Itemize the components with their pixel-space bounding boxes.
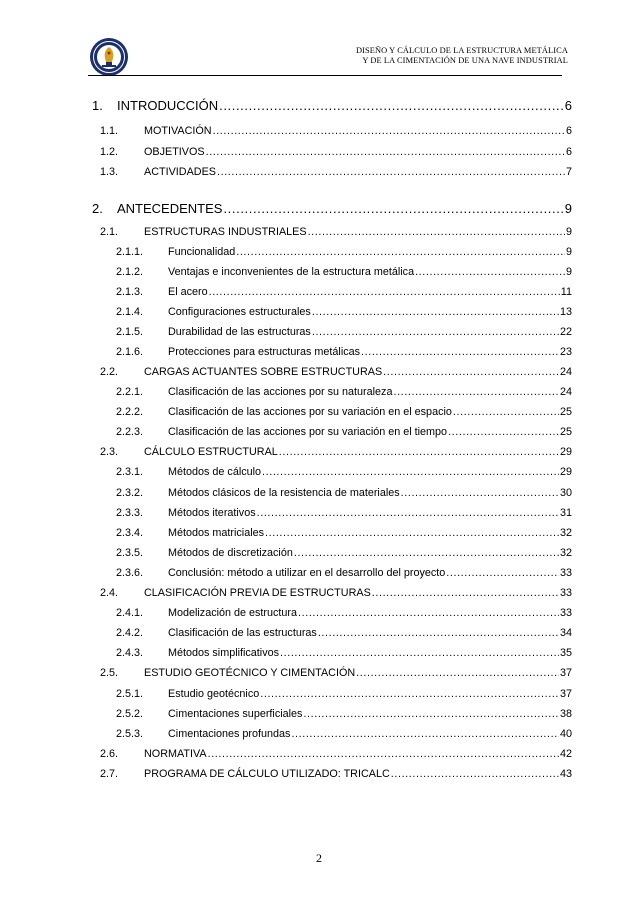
toc-dot-leader [393,386,559,398]
toc-entry[interactable] [116,266,572,278]
toc-entry-title: Clasificación de las acciones por su variación en el espacio [168,406,452,418]
toc-entry[interactable] [116,507,572,519]
toc-entry-page: 24 [559,366,572,378]
toc-entry[interactable] [116,487,572,499]
toc-entry-title: Métodos matriciales [168,527,265,539]
toc-entry-page: 37 [559,688,572,700]
toc-entry[interactable] [116,306,572,318]
toc-entry-title: Métodos de cálculo [168,466,262,478]
toc-entry[interactable] [116,708,572,720]
header-line-2: Y DE LA CIMENTACIÓN DE UNA NAVE INDUSTRIAL [362,56,568,65]
toc-dot-leader [223,201,563,216]
toc-entry[interactable] [116,466,572,478]
toc-entry[interactable] [116,386,572,398]
toc-entry-page: 43 [559,768,572,780]
toc-entry[interactable] [92,201,572,216]
toc-entry-title: ACTIVIDADES [144,166,216,178]
toc-entry-number: 2.2.1. [116,386,144,398]
toc-entry-number: 2.1.1. [116,246,144,258]
toc-dot-leader [217,166,565,178]
toc-entry-page: 24 [559,386,572,398]
toc-entry-number: 2.1.3. [116,286,144,298]
toc-entry[interactable] [116,426,572,438]
toc-entry[interactable] [100,166,572,178]
toc-dot-leader [279,446,559,458]
toc-dot-leader [448,426,559,438]
toc-entry[interactable] [116,547,572,559]
toc-dot-leader [265,527,559,539]
toc-entry-page: 6 [565,146,572,158]
toc-entry-number: 1.1. [100,125,119,137]
toc-entry[interactable] [100,667,572,679]
toc-entry-number: 2.3.6. [116,567,144,579]
toc-entry-title: ANTECEDENTES [117,201,223,216]
toc-entry-page: 29 [559,446,572,458]
toc-dot-leader [257,507,559,519]
toc-entry-page: 9 [565,226,572,238]
toc-entry-title: El acero [168,286,208,298]
toc-entry-title: ESTRUCTURAS INDUSTRIALES [144,226,307,238]
toc-entry-title: CARGAS ACTUANTES SOBRE ESTRUCTURAS [144,366,383,378]
toc-entry-page: 25 [559,406,572,418]
toc-dot-leader [361,346,559,358]
toc-entry-title: Ventajas e inconvenientes de la estructura metálica [168,266,415,278]
toc-dot-leader [312,306,559,318]
toc-dot-leader [356,667,559,679]
toc-entry-number: 2.2. [100,366,119,378]
toc-entry-number: 2.4. [100,587,119,599]
toc-entry-title: MOTIVACIÓN [144,125,212,137]
toc-entry-title: Métodos simplificativos [168,647,280,659]
toc-entry-number: 2.6. [100,748,119,760]
toc-entry-page: 9 [565,266,572,278]
toc-entry-title: Protecciones para estructuras metálicas [168,346,361,358]
toc-entry-number: 2.3. [100,446,119,458]
toc-entry-title: Estudio geotécnico [168,688,260,700]
toc-entry-number: 2.1.4. [116,306,144,318]
toc-entry-page: 23 [559,346,572,358]
toc-entry[interactable] [116,246,572,258]
toc-entry-title: Funcionalidad [168,246,236,258]
toc-entry-title: Cimentaciones superficiales [168,708,303,720]
toc-entry[interactable] [116,346,572,358]
toc-entry-page: 35 [559,647,572,659]
toc-entry-title: PROGRAMA DE CÁLCULO UTILIZADO: TRICALC [144,768,390,780]
toc-entry-title: Métodos clásicos de la resistencia de materiales [168,487,400,499]
toc-dot-leader [372,587,559,599]
toc-entry-title: Modelización de estructura [168,607,298,619]
toc-entry-page: 33 [559,587,572,599]
toc-dot-leader [291,728,559,740]
header-divider [88,75,562,76]
toc-entry[interactable] [116,728,572,740]
toc-entry-number: 2.3.4. [116,527,144,539]
toc-entry-page: 6 [565,125,572,137]
toc-dot-leader [294,547,559,559]
toc-entry[interactable] [116,326,572,338]
university-seal-icon [89,37,129,77]
toc-entry-title: Clasificación de las acciones por su naturaleza [168,386,393,398]
toc-entry[interactable] [100,366,572,378]
toc-dot-leader [219,98,564,113]
toc-entry[interactable] [116,647,572,659]
toc-dot-leader [236,246,565,258]
toc-entry-page: 42 [559,748,572,760]
toc-entry[interactable] [116,627,572,639]
toc-entry[interactable] [100,446,572,458]
toc-entry-number: 2.3.2. [116,487,144,499]
toc-entry[interactable] [116,688,572,700]
toc-entry-page: 32 [559,547,572,559]
toc-entry[interactable] [100,768,572,780]
toc-entry-page: 25 [559,426,572,438]
toc-entry-number: 2. [92,201,103,216]
toc-entry[interactable] [116,607,572,619]
toc-dot-leader [206,146,565,158]
toc-dot-leader [318,627,559,639]
toc-entry-number: 2.5.2. [116,708,144,720]
toc-entry-page: 40 [559,728,572,740]
toc-entry[interactable] [116,406,572,418]
toc-entry-number: 2.1.6. [116,346,144,358]
toc-entry-title: Durabilidad de las estructuras [168,326,311,338]
toc-entry-title: Clasificación de las acciones por su variación en el tiempo [168,426,448,438]
toc-entry[interactable] [100,146,572,158]
toc-entry-page: 30 [559,487,572,499]
toc-dot-leader [280,647,559,659]
toc-dot-leader [383,366,559,378]
toc-entry-title: CÁLCULO ESTRUCTURAL [144,446,278,458]
toc-dot-leader [262,466,559,478]
toc-entry-title: NORMATIVA [144,748,207,760]
toc-entry-number: 2.4.1. [116,607,144,619]
toc-entry-title: INTRODUCCIÓN [117,98,219,113]
toc-entry-page: 6 [564,98,572,113]
toc-entry[interactable] [100,226,572,238]
toc-entry-page: 33 [559,607,572,619]
toc-entry-page: 13 [559,306,572,318]
toc-entry-title: Clasificación de las estructuras [168,627,317,639]
toc-dot-leader [308,226,565,238]
toc-entry-page: 11 [560,286,572,298]
toc-dot-leader [415,266,565,278]
toc-entry-title: ESTUDIO GEOTÉCNICO Y CIMENTACIÓN [144,667,356,679]
toc-entry-number: 2.1.5. [116,326,144,338]
toc-entry-number: 1. [92,98,103,113]
toc-entry-number: 2.5. [100,667,119,679]
toc-entry-page: 32 [559,527,572,539]
toc-entry-title: Conclusión: método a utilizar en el desarrollo del proyecto [168,567,446,579]
toc-entry[interactable] [116,286,572,298]
toc-dot-leader [453,406,559,418]
toc-entry-page: 33 [559,567,572,579]
toc-entry-number: 2.1. [100,226,119,238]
toc-dot-leader [208,748,559,760]
toc-entry-number: 2.4.3. [116,647,144,659]
toc-entry-page: 34 [559,627,572,639]
toc-entry-page: 31 [559,507,572,519]
toc-entry-title: OBJETIVOS [144,146,205,158]
toc-dot-leader [260,688,559,700]
toc-entry-title: Métodos de discretización [168,547,293,559]
toc-entry-page: 9 [565,246,572,258]
toc-entry[interactable] [100,587,572,599]
toc-entry-number: 2.4.2. [116,627,144,639]
toc-dot-leader [391,768,559,780]
toc-entry-number: 2.3.5. [116,547,144,559]
header-line-1: DISEÑO Y CÁLCULO DE LA ESTRUCTURA METÁLICA [355,46,568,55]
toc-entry-page: 37 [559,667,572,679]
toc-entry-number: 2.5.3. [116,728,144,740]
toc-entry-number: 1.3. [100,166,119,178]
toc-dot-leader [209,286,560,298]
toc-entry-number: 2.3.3. [116,507,144,519]
toc-dot-leader [303,708,559,720]
toc-entry-number: 2.2.3. [116,426,144,438]
toc-dot-leader [213,125,565,137]
toc-entry-title: CLASIFICACIÓN PREVIA DE ESTRUCTURAS [144,587,371,599]
toc-entry-number: 2.3.1. [116,466,144,478]
toc-dot-leader [298,607,559,619]
toc-entry[interactable] [92,98,572,113]
toc-entry[interactable] [100,125,572,137]
toc-entry-number: 2.7. [100,768,119,780]
toc-dot-leader [312,326,559,338]
toc-entry-number: 2.1.2. [116,266,144,278]
toc-entry[interactable] [116,567,572,579]
toc-entry-page: 29 [559,466,572,478]
toc-entry-number: 2.2.2. [116,406,144,418]
toc-entry[interactable] [100,748,572,760]
toc-entry-title: Configuraciones estructurales [168,306,311,318]
toc-entry-page: 22 [559,326,572,338]
toc-entry-number: 1.2. [100,146,119,158]
toc-entry-page: 9 [564,201,572,216]
toc-entry-title: Métodos iterativos [168,507,256,519]
toc-entry-title: Cimentaciones profundas [168,728,291,740]
toc-dot-leader [446,567,559,579]
toc-entry-number: 2.5.1. [116,688,144,700]
toc-entry-page: 7 [565,166,572,178]
page-number: 2 [316,851,322,865]
toc-entry[interactable] [116,527,572,539]
toc-dot-leader [401,487,559,499]
running-header [356,46,568,66]
toc-entry-page: 38 [559,708,572,720]
